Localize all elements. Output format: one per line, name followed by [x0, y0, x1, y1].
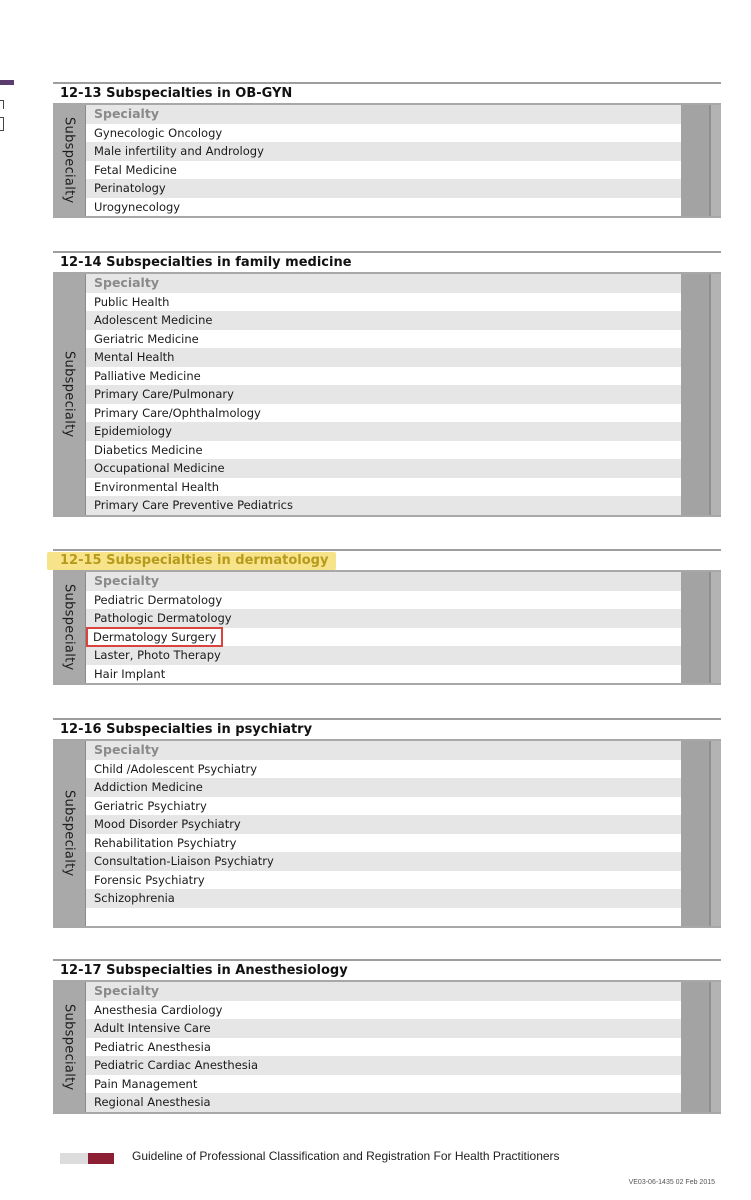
table-row: Pathologic Dermatology	[86, 609, 681, 628]
left-edge-bar	[0, 80, 14, 85]
table-header: Specialty	[86, 982, 681, 1001]
section-title	[53, 549, 721, 570]
section-ob-gyn	[53, 82, 721, 218]
table-row: Pediatric Anesthesia	[94, 1039, 211, 1054]
subspecialty-side-label: Subspecialty	[53, 982, 86, 1112]
table-row: Pain Management	[94, 1076, 198, 1091]
table-row: Forensic Psychiatry	[94, 872, 205, 887]
table-row: Schizophrenia	[86, 889, 681, 908]
table-row: Fetal Medicine	[94, 162, 177, 177]
subspecialty-table	[53, 272, 721, 517]
table-row-empty	[86, 908, 681, 927]
table-row: Environmental Health	[94, 479, 220, 494]
table-row: Geriatric Medicine	[94, 331, 199, 346]
table-row: Geriatric Psychiatry	[94, 798, 207, 813]
table-row: Primary Care/Ophthalmology	[94, 405, 261, 420]
table-row: Anesthesia Cardiology	[94, 1002, 223, 1017]
subspecialty-side-label: Subspecialty	[53, 741, 86, 926]
table-header: Specialty	[86, 105, 681, 124]
left-edge-mark	[0, 117, 4, 131]
table-row: Diabetics Medicine	[94, 442, 203, 457]
footer-swatch-grey	[60, 1153, 88, 1164]
footer-swatch-maroon	[88, 1153, 114, 1164]
section-family-medicine	[53, 251, 721, 517]
section-title: 12-16 Subspecialties in psychiatry	[53, 718, 721, 739]
table-row: Primary Care Preventive Pediatrics	[86, 496, 681, 515]
section-psychiatry	[53, 718, 721, 928]
right-column	[681, 982, 721, 1112]
table-row: Mental Health	[86, 348, 681, 367]
table-row: Rehabilitation Psychiatry	[94, 835, 237, 850]
table-row: Mood Disorder Psychiatry	[86, 815, 681, 834]
table-row: Pediatric Cardiac Anesthesia	[86, 1056, 681, 1075]
table-row: Occupational Medicine	[86, 459, 681, 478]
table-row: Gynecologic Oncology	[94, 125, 223, 140]
table-row: Palliative Medicine	[94, 368, 201, 383]
table-row: Perinatology	[86, 179, 681, 198]
table-row: Regional Anesthesia	[86, 1093, 681, 1112]
highlighted-title: 12-15 Subspecialties in dermatology	[47, 552, 336, 570]
subspecialty-side-label: Subspecialty	[53, 572, 86, 683]
right-column	[681, 741, 721, 926]
table-row: Epidemiology	[86, 422, 681, 441]
table-header: Specialty	[86, 572, 681, 591]
right-column	[681, 105, 721, 216]
subspecialty-table	[53, 570, 721, 685]
footer-doc-code: VE03-06-1435 02 Feb 2015	[628, 1179, 715, 1186]
table-row: Addiction Medicine	[86, 778, 681, 797]
section-title: 12-14 Subspecialties in family medicine	[53, 251, 721, 272]
subspecialty-table	[53, 739, 721, 928]
section-anesthesiology	[53, 959, 721, 1114]
section-title: 12-13 Subspecialties in OB-GYN	[53, 82, 721, 103]
subspecialty-table	[53, 980, 721, 1114]
table-row: Consultation-Liaison Psychiatry	[86, 852, 681, 871]
table-row: Public Health	[94, 294, 170, 309]
right-column	[681, 572, 721, 683]
table-header: Specialty	[86, 274, 681, 293]
table-row: Child /Adolescent Psychiatry	[94, 761, 258, 776]
section-dermatology	[53, 549, 721, 685]
table-header: Specialty	[86, 741, 681, 760]
table-row: Hair Implant	[94, 666, 166, 681]
subspecialty-side-label: Subspecialty	[53, 105, 86, 216]
subspecialty-side-label: Subspecialty	[53, 274, 86, 515]
table-row: Male infertility and Andrology	[86, 142, 681, 161]
table-row-boxed	[86, 628, 681, 647]
table-row: Urogynecology	[94, 199, 181, 214]
table-row: Pediatric Dermatology	[94, 592, 223, 607]
subspecialty-table	[53, 103, 721, 218]
footer-title: Guideline of Professional Classification and Registration For Health Practitioners	[132, 1149, 560, 1163]
table-row: Laster, Photo Therapy	[86, 646, 681, 665]
table-row: Primary Care/Pulmonary	[86, 385, 681, 404]
left-edge-mark	[0, 100, 4, 109]
section-title: 12-17 Subspecialties in Anesthesiology	[53, 959, 721, 980]
right-column	[681, 274, 721, 515]
boxed-text: Dermatology Surgery	[88, 629, 221, 645]
table-row: Adolescent Medicine	[86, 311, 681, 330]
table-row: Adult Intensive Care	[86, 1019, 681, 1038]
